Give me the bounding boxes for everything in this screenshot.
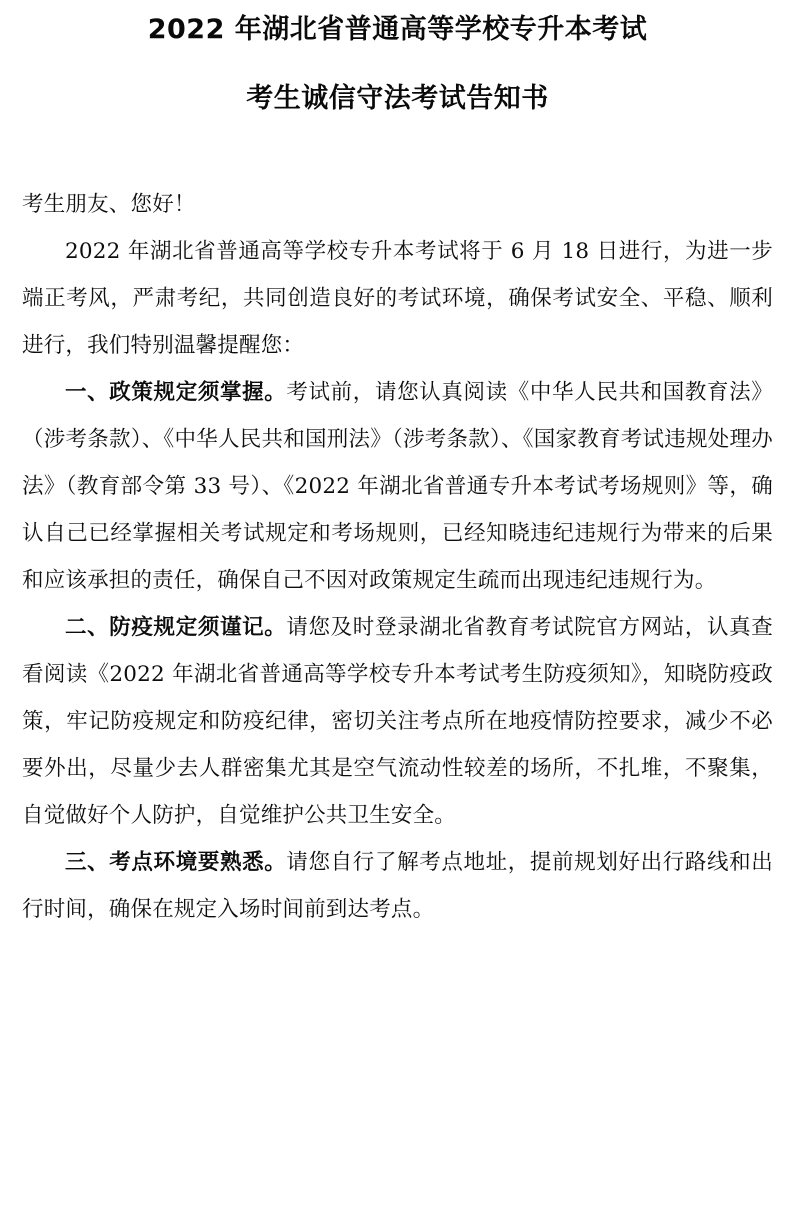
paragraph-text: 2022 年湖北省普通高等学校专升本考试将于 6 月 18 日进行，为进一步端正考风，严肃考纪，共同创造良好的考试环境，确保考试安全、平稳、顺利进行，我们特别温馨提醒您： xyxy=(22,239,773,358)
paragraph-text: 请您自行了解考点地址，提前规划好出行路线和出行时间，确保在规定入场时间前到达考点。 xyxy=(22,850,773,922)
paragraph-text: 考生朋友、您好！ xyxy=(22,192,196,217)
paragraph-text: 请您及时登录湖北省教育考试院官方网站，认真查看阅读《2022 年湖北省普通高等学校专升本考试考生防疫须知》，知晓防疫政策，牢记防疫规定和防疫纪律，密切关注考点所在地疫情防控要求，减少不必要外出，尽量少去人群密集尤其是空气流动性较差的场所，不扎堆，不聚集，自觉做好个人防护，自觉维护公共卫生安全。 xyxy=(22,615,773,828)
paragraph-lead-in: 三、考点环境要熟悉。 xyxy=(65,850,287,875)
page-title-line-1: 2022 年湖北省普通高等学校专升本考试 xyxy=(147,14,648,45)
paragraph-greeting xyxy=(22,181,773,228)
document-title-block xyxy=(22,0,773,119)
paragraph-lead-in: 一、政策规定须掌握。 xyxy=(65,380,287,405)
paragraph-item-1 xyxy=(22,369,773,604)
page-title-line-2: 考生诚信守法考试告知书 xyxy=(246,82,549,114)
paragraph-item-3 xyxy=(22,839,773,933)
document-body xyxy=(22,181,773,933)
paragraph-intro xyxy=(22,228,773,369)
paragraph-item-2 xyxy=(22,604,773,839)
paragraph-lead-in: 二、防疫规定须谨记。 xyxy=(65,615,287,640)
paragraph-text: 考试前，请您认真阅读《中华人民共和国教育法》（涉考条款）、《中华人民共和国刑法》（涉考条款）、《国家教育考试违规处理办法》（教育部令第 33 号）、《2022 年湖北省普通专升本考试考场规则》等，确认自己已经掌握相关考试规定和考场规则，已经知晓违纪违规行为带来的后果和应该承担的责任，确保自己不因对政策规定生疏而出现违纪违规行为。 xyxy=(22,380,773,593)
